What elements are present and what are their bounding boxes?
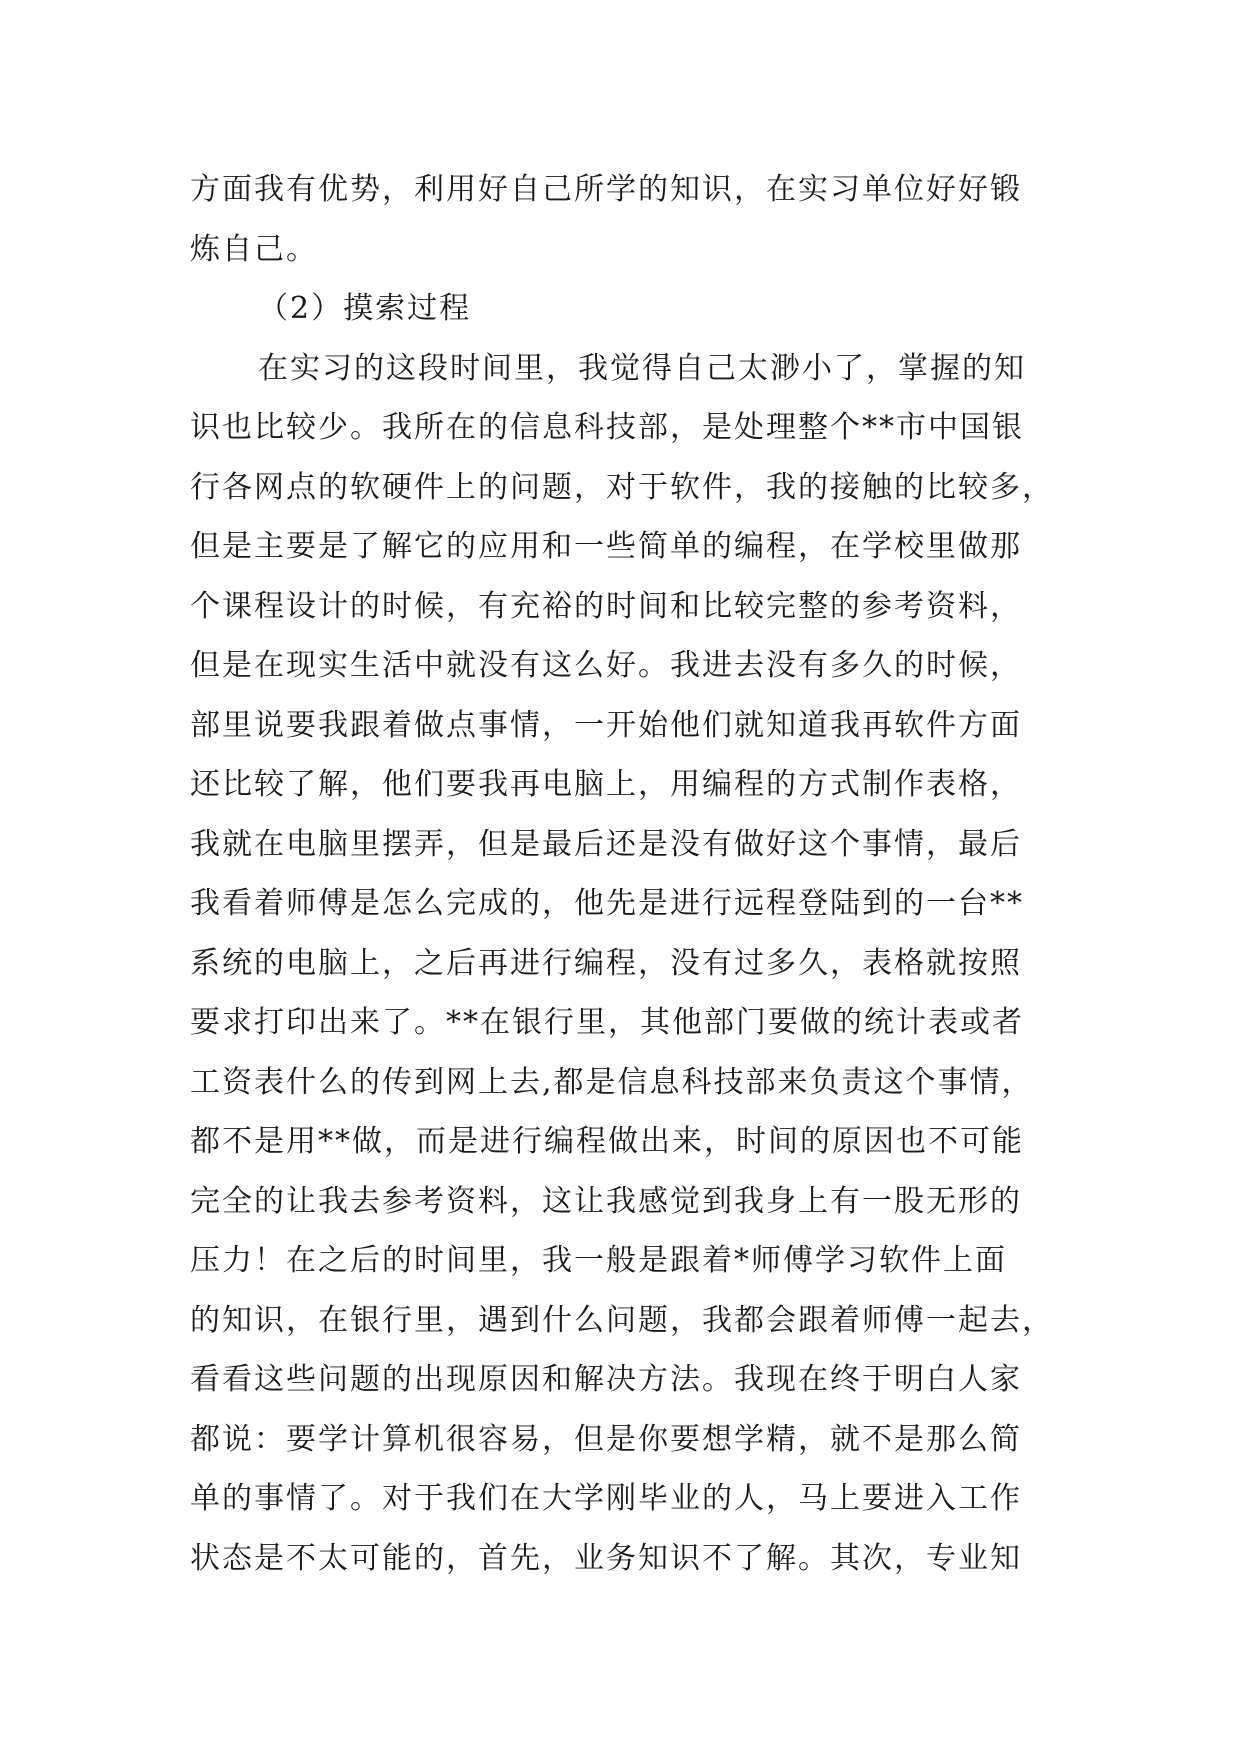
text-line: 行各网点的软硬件上的问题，对于软件，我的接触的比较多， bbox=[190, 469, 1054, 505]
text-line: 还比较了解，他们要我再电脑上，用编程的方式制作表格， bbox=[190, 767, 1022, 802]
text-line: 炼自己。 bbox=[190, 231, 318, 267]
text-line: 状态是不太可能的，首先，业务知识不了解。其次，专业知 bbox=[190, 1540, 1022, 1576]
text-line: 但是在现实生活中就没有这么好。我进去没有多久的时候， bbox=[190, 648, 1022, 683]
text-line: 部里说要我跟着做点事情，一开始他们就知道我再软件方面 bbox=[190, 707, 1022, 743]
text-line: 都不是用**做，而是进行编程做出来，时间的原因也不可能 bbox=[190, 1124, 1024, 1159]
text-line: 系统的电脑上，之后再进行编程，没有过多久，表格就按照 bbox=[190, 945, 1022, 981]
text-line: 完全的让我去参考资料，这让我感觉到我身上有一股无形的 bbox=[190, 1183, 1022, 1219]
text-line: 我就在电脑里摆弄，但是最后还是没有做好这个事情，最后 bbox=[190, 826, 1022, 862]
text-line: 我看着师傅是怎么完成的，他先是进行远程登陆到的一台** bbox=[190, 886, 1024, 921]
text-line: 都说：要学计算机很容易，但是你要想学精，就不是那么简 bbox=[190, 1421, 1022, 1457]
text-line: 但是主要是了解它的应用和一些简单的编程，在学校里做那 bbox=[190, 529, 1022, 564]
text-line: 在实习的这段时间里，我觉得自己太渺小了，掌握的知 bbox=[258, 350, 1026, 386]
text-line: 的知识，在银行里，遇到什么问题，我都会跟着师傅一起去， bbox=[190, 1302, 1054, 1338]
text-line: 要求打印出来了。**在银行里，其他部门要做的统计表或者 bbox=[190, 1005, 1024, 1040]
section-heading: （2）摸索过程 bbox=[258, 291, 472, 326]
text-line: 看看这些问题的出现原因和解决方法。我现在终于明白人家 bbox=[190, 1362, 1022, 1397]
text-line: 单的事情了。对于我们在大学刚毕业的人，马上要进入工作 bbox=[190, 1481, 1022, 1516]
text-line: 压力！在之后的时间里，我一般是跟着*师傅学习软件上面 bbox=[190, 1243, 1007, 1278]
text-line: 识也比较少。我所在的信息科技部，是处理整个**市中国银 bbox=[190, 410, 1024, 445]
text-line: 个课程设计的时候，有充裕的时间和比较完整的参考资料， bbox=[190, 588, 1022, 624]
text-line: 工资表什么的传到网上去,都是信息科技部来负责这个事情， bbox=[190, 1064, 1034, 1100]
body-text bbox=[190, 160, 1070, 1588]
text-line: 方面我有优势，利用好自己所学的知识，在实习单位好好锻 bbox=[190, 172, 1022, 207]
